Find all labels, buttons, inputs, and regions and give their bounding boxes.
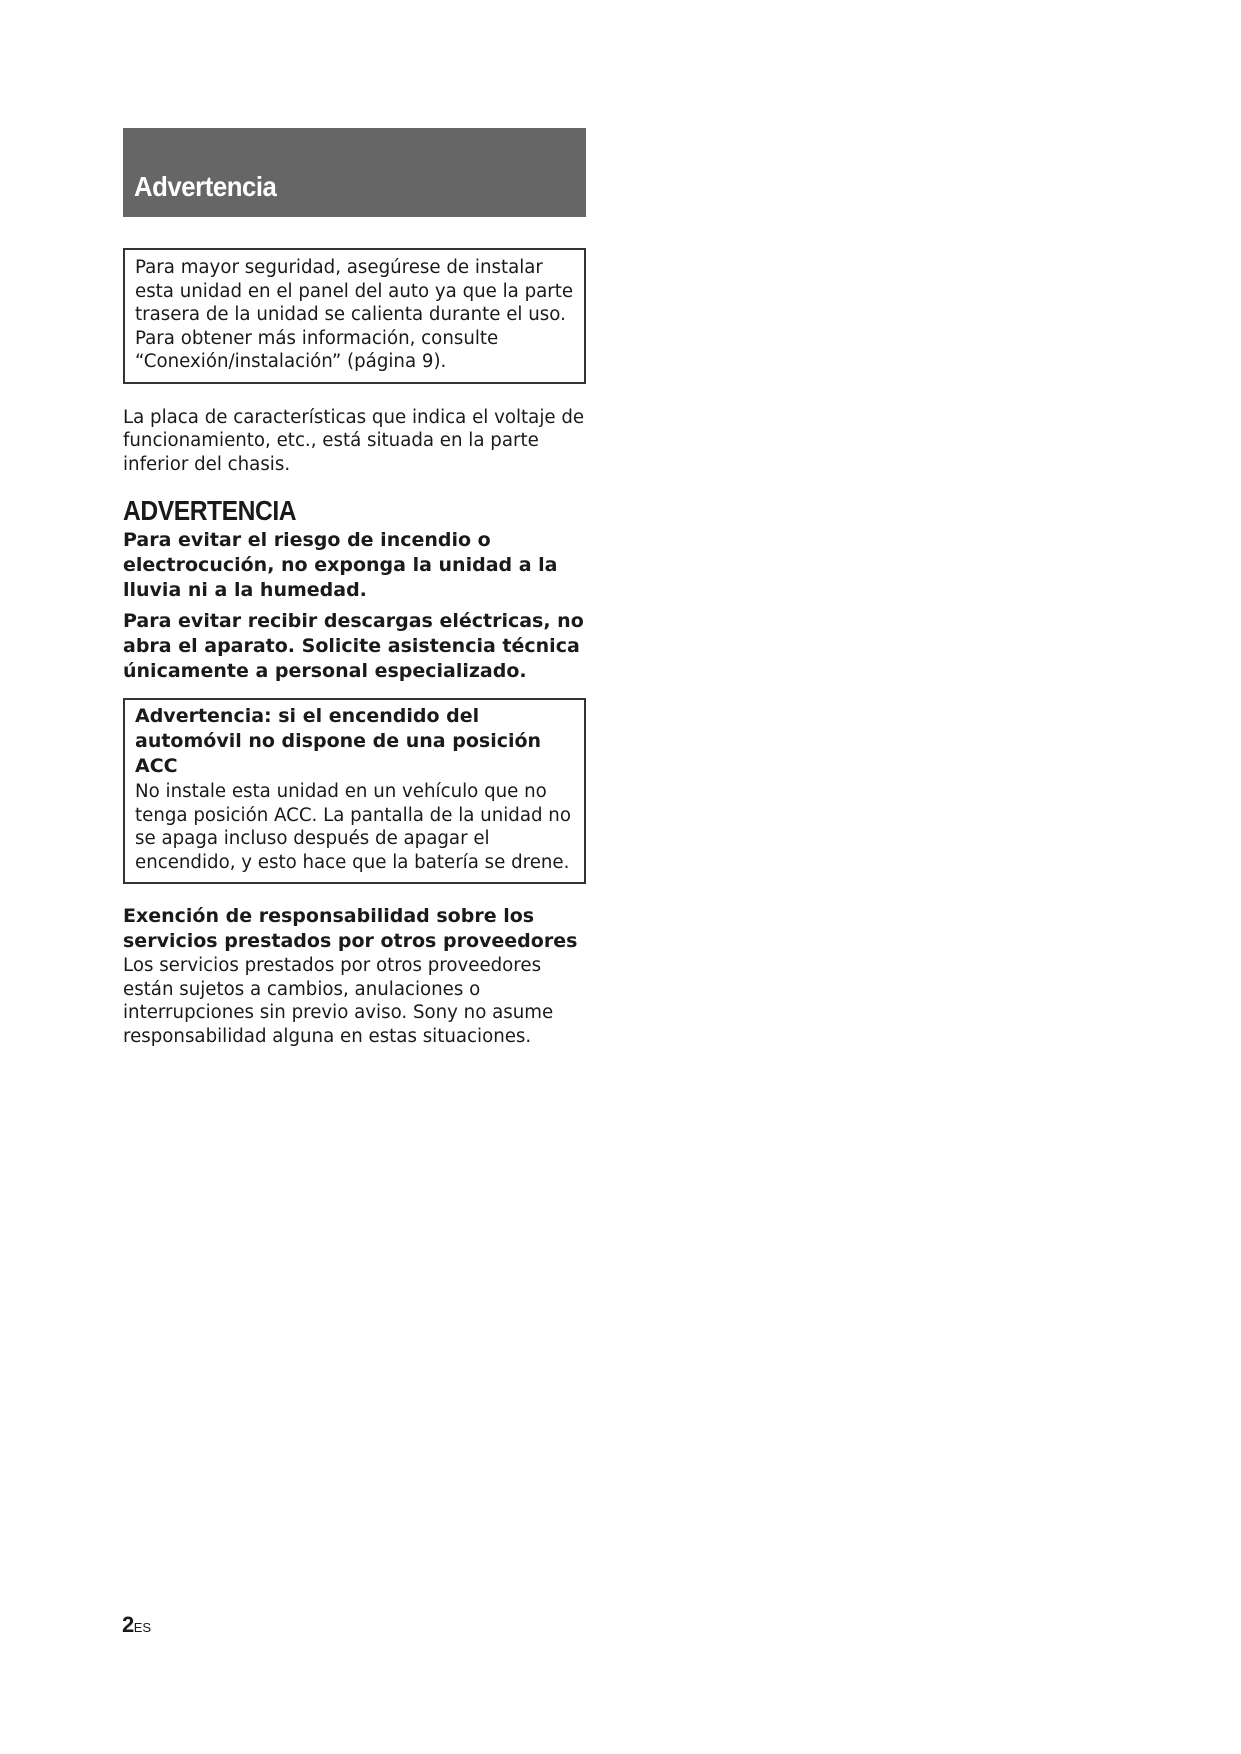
page-number-value: 2 [122, 1612, 134, 1637]
acc-warning-title: Advertencia: si el encendido del automóvil no dispone de una posición ACC [135, 705, 542, 777]
fire-warning-text: Para evitar el riesgo de incendio o electrocución, no exponga la unidad a la lluvia ni a la humedad. [123, 529, 558, 601]
shock-warning-text: Para evitar recibir descargas eléctricas, no abra el aparato. Solicite asistencia técnica únicamente a personal especializado. [123, 610, 584, 682]
safety-notice-box [123, 248, 586, 384]
page-content-column [123, 128, 586, 1048]
disclaimer-text: Los servicios prestados por otros proveedores están sujetos a cambios, anulaciones o interrupciones sin previo aviso. Sony no asume responsabilidad alguna en estas situaciones. [123, 955, 554, 1047]
acc-warning-text: No instale esta unidad en un vehículo que no tenga posición ACC. La pantalla de la unidad no se apaga incluso después de apagar el encendido, y esto hace que la batería se drene. [135, 781, 571, 873]
acc-warning-box [123, 698, 586, 884]
disclaimer-title: Exención de responsabilidad sobre los servicios prestados por otros proveedores [123, 905, 578, 952]
page-number [122, 1612, 151, 1638]
section-header-bar [123, 128, 586, 217]
section-header-title: Advertencia [134, 171, 277, 202]
rating-plate-paragraph: La placa de características que indica el voltaje de funcionamiento, etc., está situada en la parte inferior del chasis. [123, 406, 585, 475]
page-number-language: ES [133, 1620, 152, 1635]
disclaimer-section [123, 904, 586, 1048]
safety-notice-text: Para mayor seguridad, asegúrese de instalar esta unidad en el panel del auto ya que la parte trasera de la unidad se calienta durante el uso. Para obtener más información, consulte “Conexión/instalación” (página 9). [135, 257, 574, 372]
warning-heading: ADVERTENCIA [123, 495, 297, 526]
